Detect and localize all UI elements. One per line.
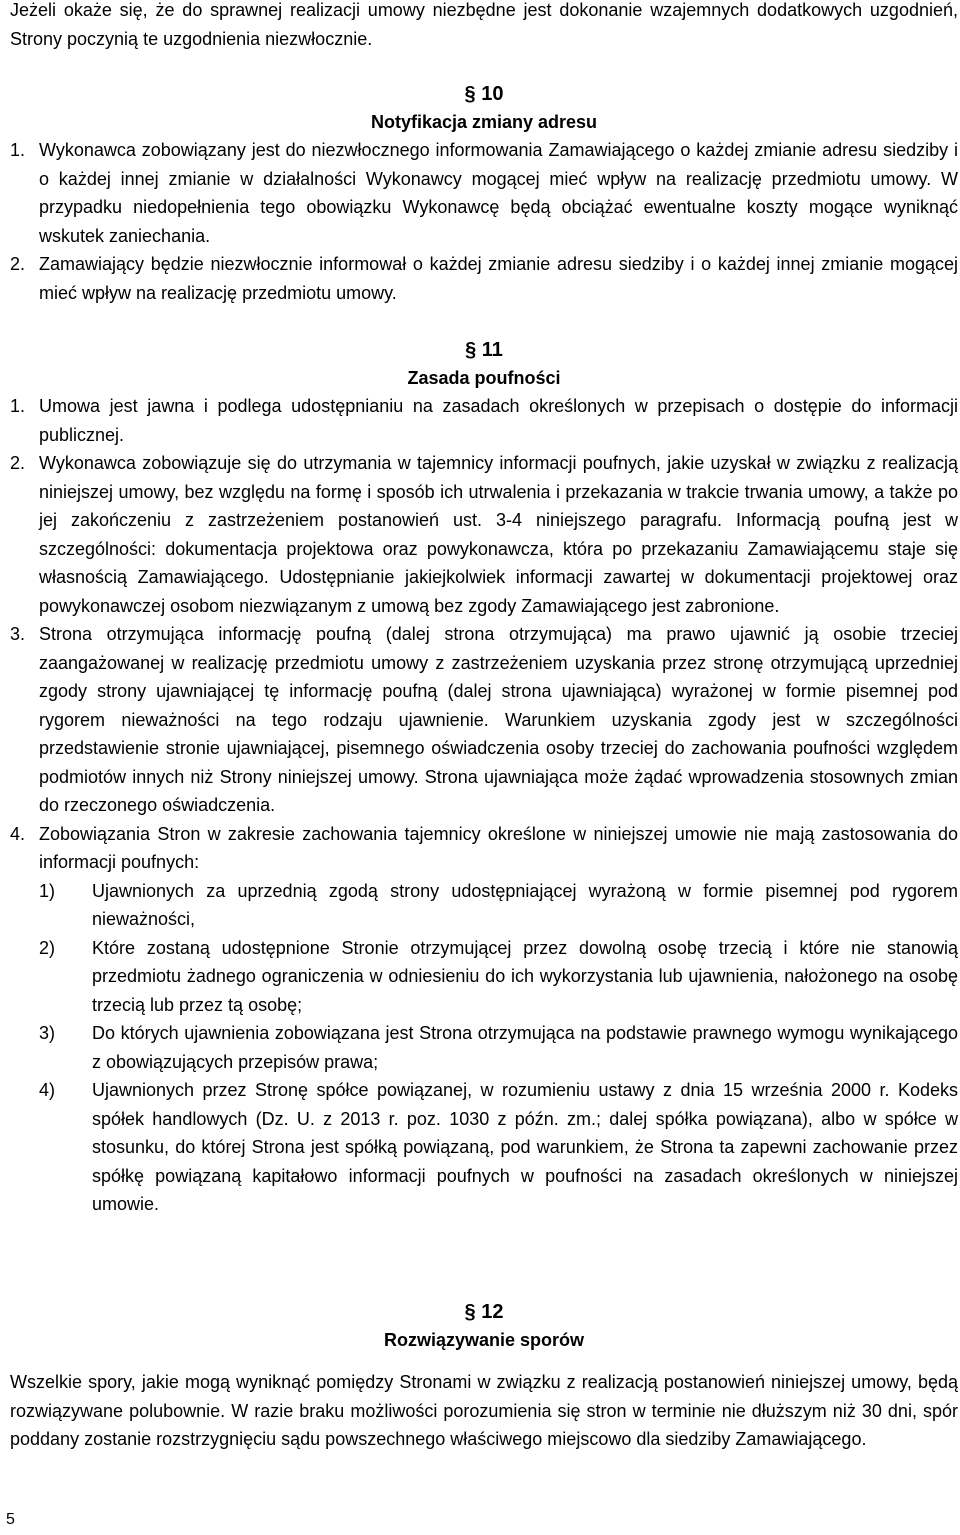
list-item: 3. Strona otrzymująca informację poufną (dalej strona otrzymująca) ma prawo ujawnić ją osobie trzeciej zaangażowanej w realizację przedmiotu umowy z zastrzeżeniem uzyskania przez stronę otrzymującą uprzedniej zgody strony ujawniającej tę informację poufną (dalej strona ujawniająca) wyrażonej w formie pisemnej pod rygorem nieważności na tego rodzaju ujawnienie. Warunkiem uzyskania zgody jest w szczególności przedstawienie stronie ujawniającej, pisemnego oświadczenia osoby trzeciej do zachowania poufności względem podmiotów innych niż Strony niniejszej umowy. Strona ujawniająca może żądać wprowadzenia stosownych zmian do rzeczonego oświadczenia. xyxy=(10,624,958,815)
sub-list-item: 3) Do których ujawnienia zobowiązana jest Strona otrzymująca na podstawie prawnego wymogu wynikającego z obowiązujących przepisów prawa; xyxy=(39,1023,958,1072)
list-item: 2. Zamawiający będzie niezwłocznie informował o każdej zmianie adresu siedziby i o każdej innej zmianie mogącej mieć wpływ na realizację przedmiotu umowy. xyxy=(10,254,958,303)
page-number: 5 xyxy=(6,1511,15,1528)
section-number: § 12 xyxy=(464,1301,504,1323)
section-title: Rozwiązywanie sporów xyxy=(383,1330,585,1350)
list-item: 4. Zobowiązania Stron w zakresie zachowania tajemnicy określone w niniejszej umowie nie mają zastosowania do informacji poufnych: xyxy=(10,823,958,872)
section-11-body xyxy=(10,392,958,1219)
list-item: 2. Wykonawca zobowiązuje się do utrzymania w tajemnicy informacji poufnych, jakie uzyskał w związku z realizacją niniejszej umowy, bez względu na formę i sposób ich utrwalenia i przekazania w trakcie trwania umowy, a także po jej zakończeniu z zastrzeżeniem postanowień ust. 3-4 niniejszego paragrafu. Informacją poufną jest w szczególności: dokumentacja projektowa oraz powykonawcza, która po przekazaniu Zamawiającemu staje się własnością Zamawiającego. Udostępnianie jakiejkolwiek informacji zawartej w dokumentacji projektowej oraz powykonawczej osobom niezwiązanym z umową bez zgody Zamawiającego jest zabronione. xyxy=(10,453,958,616)
section-title: Zasada poufności xyxy=(407,368,561,388)
intro-paragraph: Jeżeli okaże się, że do sprawnej realizacji umowy niezbędne jest dokonanie wzajemnych dodatkowych uzgodnień, Strony poczynią te uzgodnienia niezwłocznie. xyxy=(10,0,958,49)
sub-list-item: 2) Które zostaną udostępnione Stronie otrzymującej przez dowolną osobę trzecią i które nie stanowią przedmiotu żadnego ograniczenia w odniesieniu do ich wykorzystania lub ujawnienia, nałożonego na osobę trzecią lub przez tą osobę; xyxy=(39,937,958,1015)
section-11-heading xyxy=(10,336,958,392)
list-item: 1. Umowa jest jawna i podlega udostępnianiu na zasadach określonych w przepisach o dostępie do informacji publicznej. xyxy=(10,396,958,445)
section-title: Notyfikacja zmiany adresu xyxy=(370,112,598,132)
section-12-heading xyxy=(10,1298,958,1354)
section-10-body xyxy=(10,136,958,307)
sub-list-item: 1) Ujawnionych za uprzednią zgodą strony udostępniającej wyrażoną w formie pisemnej pod rygorem nieważności, xyxy=(39,880,958,929)
list-item: 1. Wykonawca zobowiązany jest do niezwłocznego informowania Zamawiającego o każdej zmianie adresu siedziby i o każdej innej zmianie w działalności Wykonawcy mogącej mieć wpływ na realizację przedmiotu umowy. W przypadku niedopełnienia tego obowiązku Wykonawcę będą obciążać ewentualne koszty mogące wyniknąć wskutek zaniechania. xyxy=(10,140,958,246)
section-number: § 10 xyxy=(464,83,504,105)
sub-list-item: 4) Ujawnionych przez Stronę spółce powiązanej, w rozumieniu ustawy z dnia 15 września 2000 r. Kodeks spółek handlowych (Dz. U. z 2013 r. poz. 1030 z późn. zm.; dalej spółka powiązana), albo w spółce w stosunku, do której Strona jest spółką powiązaną, pod warunkiem, że Strona ta zapewni zachowanie przez spółkę powiązaną kapitałowo informacji poufnych w poufności na zasadach określonych w niniejszej umowie. xyxy=(39,1080,958,1214)
section-number: § 11 xyxy=(465,339,503,361)
section-12-body: Wszelkie spory, jakie mogą wyniknąć pomiędzy Stronami w związku z realizacją postanowień niniejszej umowy, będą rozwiązywane polubownie. W razie braku możliwości porozumienia się stron w terminie nie dłuższym niż 30 dni, spór poddany zostanie rozstrzygnięciu sądu powszechnego właściwego miejscowo dla siedziby Zamawiającego. xyxy=(10,1372,958,1449)
section-10-heading xyxy=(10,80,958,136)
